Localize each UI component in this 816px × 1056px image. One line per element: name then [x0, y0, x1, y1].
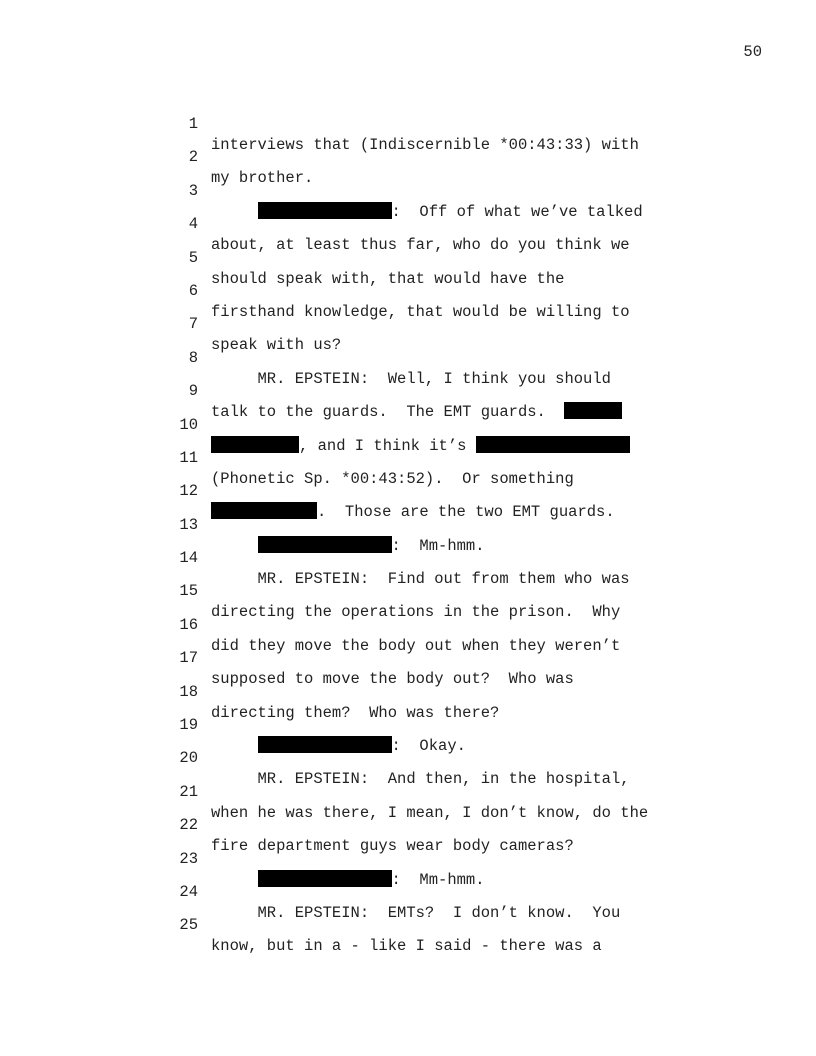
- transcript-line-9: [170, 360, 690, 422]
- transcript-line-6: [170, 260, 690, 321]
- line-number: 6: [188, 281, 198, 300]
- transcript-line-19: [170, 694, 690, 756]
- line-number: 12: [179, 482, 198, 501]
- transcript-line-2: [170, 126, 690, 188]
- transcript-line-13: [170, 494, 690, 555]
- line-number: 3: [188, 181, 198, 200]
- line-text: did they move the body out when they weren’t: [211, 636, 621, 655]
- line-number: 24: [179, 882, 198, 901]
- line-number: 4: [188, 215, 198, 234]
- line-text-after-redaction: : Off of what we’ve talked: [391, 202, 643, 221]
- line-number: 1: [188, 115, 198, 133]
- line-text: directing the operations in the prison. Why: [211, 603, 621, 622]
- line-text: my brother.: [211, 169, 314, 188]
- line-number: 25: [179, 916, 198, 935]
- line-number: 11: [179, 448, 198, 467]
- line-number: 21: [179, 782, 198, 801]
- line-number: 5: [188, 248, 198, 267]
- line-text: firsthand knowledge, that would be willing to: [211, 302, 630, 321]
- line-text: interviews that (Indiscernible *00:43:33) with: [211, 136, 639, 154]
- line-number: 22: [179, 816, 198, 835]
- transcript-line-25: [170, 894, 690, 956]
- transcript-line-11: [170, 427, 690, 488]
- line-number: 17: [179, 649, 198, 668]
- transcript-body: [170, 93, 690, 956]
- line-number: 14: [179, 549, 198, 568]
- transcript-line-7: [170, 293, 690, 355]
- line-text: when he was there, I mean, I don’t know, do the: [211, 803, 649, 822]
- line-text: supposed to move the body out? Who was: [211, 670, 574, 689]
- line-number: 9: [188, 382, 198, 401]
- line-text: MR. EPSTEIN: EMTs? I don’t know. You: [211, 903, 621, 922]
- line-number: 10: [179, 415, 198, 434]
- transcript-line-4: [170, 193, 690, 255]
- transcript-line-17: [170, 627, 690, 689]
- line-text: MR. EPSTEIN: Find out from them who was: [211, 570, 630, 589]
- line-number: 15: [179, 582, 198, 601]
- transcript-line-23: [170, 828, 690, 889]
- line-text-after-redaction: . Those are the two EMT guards.: [317, 503, 615, 522]
- transcript-line-8: [170, 327, 690, 388]
- transcript-line-12: [170, 460, 690, 522]
- line-text-after-redaction: : Mm-hmm.: [391, 536, 485, 555]
- transcript-line-22: [170, 794, 690, 856]
- transcript-line-3: [170, 160, 690, 221]
- page-number: 50: [743, 43, 762, 61]
- transcript-line-14: [170, 527, 690, 589]
- line-text-between-redactions: , and I think it’s: [299, 436, 476, 455]
- line-text: directing them? Who was there?: [211, 703, 500, 722]
- line-number: 23: [179, 849, 198, 868]
- line-text-after-redaction: : Mm-hmm.: [391, 870, 485, 889]
- line-text: should speak with, that would have the: [211, 269, 565, 288]
- transcript-line-15: [170, 560, 690, 622]
- transcript-line-16: [170, 594, 690, 655]
- line-number: 7: [188, 315, 198, 334]
- line-text: about, at least thus far, who do you think we: [211, 236, 630, 255]
- line-text: speak with us?: [211, 336, 342, 355]
- line-number: 16: [179, 615, 198, 634]
- line-number: 18: [179, 682, 198, 701]
- line-number: 20: [179, 749, 198, 768]
- line-number: 8: [188, 348, 198, 367]
- line-text-before-redaction: talk to the guards. The EMT guards.: [211, 403, 565, 422]
- line-text: MR. EPSTEIN: Well, I think you should: [211, 369, 611, 388]
- line-text: (Phonetic Sp. *00:43:52). Or something: [211, 469, 574, 488]
- line-text: know, but in a - like I said - there was a: [211, 937, 602, 956]
- transcript-line-5: [170, 227, 690, 288]
- transcript-line-18: [170, 661, 690, 722]
- line-text: fire department guys wear body cameras?: [211, 837, 574, 856]
- transcript-line-1: [170, 93, 690, 154]
- transcript-line-10: [170, 394, 690, 455]
- line-number: 2: [188, 148, 198, 167]
- line-number: 19: [179, 716, 198, 735]
- line-text-after-redaction: : Okay.: [391, 737, 466, 756]
- transcript-line-24: [170, 861, 690, 922]
- line-number: 13: [179, 515, 198, 534]
- transcript-line-21: [170, 761, 690, 822]
- transcript-line-20: [170, 727, 690, 789]
- line-text: MR. EPSTEIN: And then, in the hospital,: [211, 770, 630, 789]
